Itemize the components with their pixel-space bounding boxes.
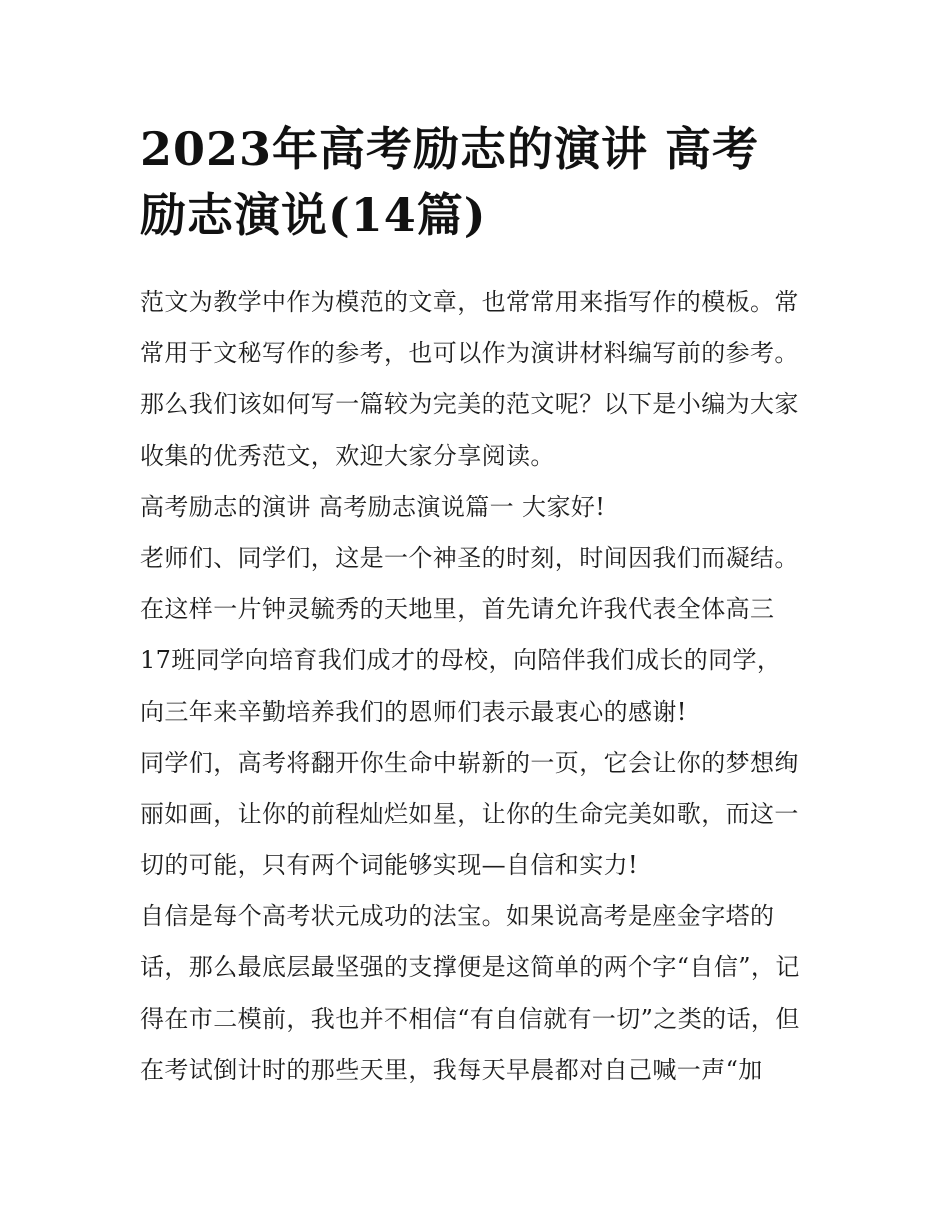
body-line: 收集的优秀范文，欢迎大家分享阅读。 [140, 441, 555, 470]
body-line: 话，那么最底层最坚强的支撑便是这简单的两个字“自信”，记 [140, 953, 800, 982]
body-line: 在这样一片钟灵毓秀的天地里，首先请允许我代表全体高三 [140, 595, 775, 624]
title-line: 2023年高考励志的演讲 高考 [140, 122, 760, 176]
body-line: 向三年来辛勤培养我们的恩师们表示最衷心的感谢! [140, 697, 687, 726]
body-line: 同学们，高考将翻开你生命中崭新的一页，它会让你的梦想绚 [140, 748, 799, 777]
body-line: 在考试倒计时的那些天里，我每天早晨都对自己喊一声“加 [140, 1055, 763, 1084]
body-line: 老师们、同学们，这是一个神圣的时刻，时间因我们而凝结。 [140, 543, 799, 572]
section-heading-line: 高考励志的演讲 高考励志演说篇一 大家好! [140, 492, 606, 521]
body-line: 得在市二模前，我也并不相信“有自信就有一切”之类的话，但 [140, 1004, 800, 1033]
title-line: 励志演说(14篇) [140, 188, 487, 242]
body-line: 自信是每个高考状元成功的法宝。如果说高考是座金字塔的 [140, 902, 775, 931]
body-line: 17班同学向培育我们成才的母校，向陪伴我们成长的同学， [140, 646, 782, 675]
document-title [140, 116, 820, 248]
body-line: 常用于文秘写作的参考，也可以作为演讲材料编写前的参考。 [140, 339, 799, 368]
body-line: 丽如画，让你的前程灿烂如星，让你的生命完美如歌，而这一 [140, 799, 799, 828]
body-line: 范文为教学中作为模范的文章，也常常用来指写作的模板。常 [140, 288, 799, 316]
body-line: 切的可能，只有两个词能够实现—自信和实力! [140, 851, 639, 880]
document-body [140, 277, 830, 1096]
body-line: 那么我们该如何写一篇较为完美的范文呢？以下是小编为大家 [140, 390, 799, 419]
